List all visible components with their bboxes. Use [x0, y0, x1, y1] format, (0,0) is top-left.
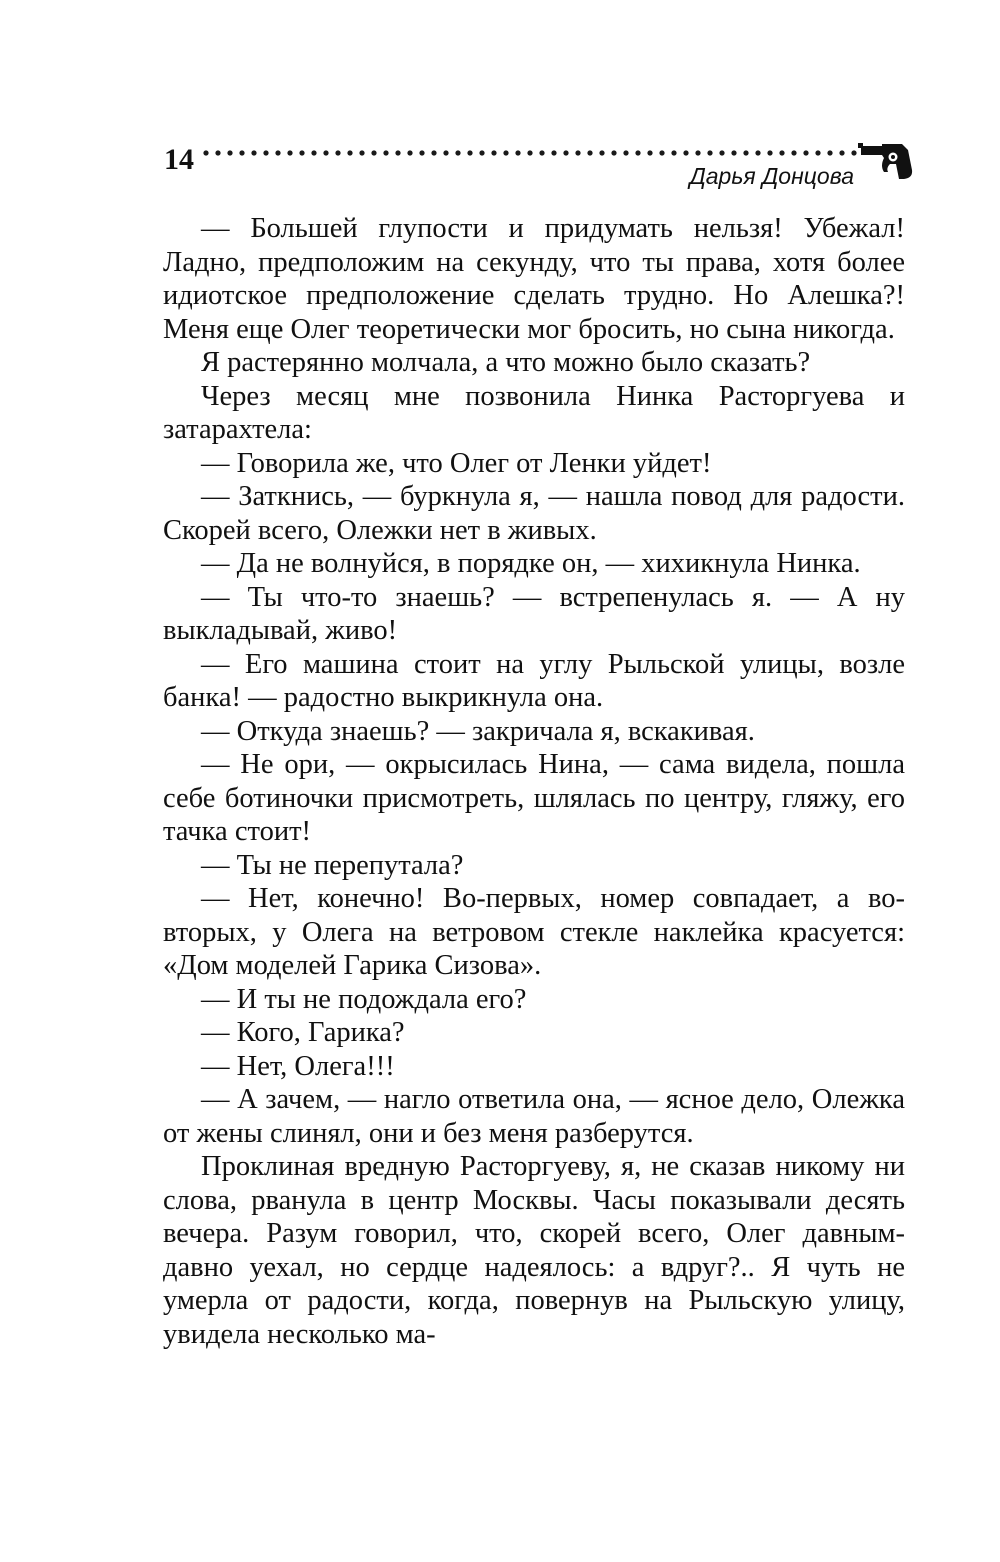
revolver-icon [858, 138, 914, 186]
running-header-author: Дарья Донцова [689, 163, 854, 189]
paragraph: — Ты не перепутала? [201, 849, 464, 881]
paragraph: — Нет, Олега!!! [201, 1050, 395, 1082]
paragraph: — А зачем, — нагло ответила она, — ясное дело, Олежка от жены слинял, они и без меня разберутся. [163, 1084, 905, 1149]
paragraph: — Нет, конечно! Во-первых, номер совпадает, а во-вторых, у Олега на ветровом стекле наклейка красуется: «Дом моделей Гарика Сизова». [163, 883, 905, 981]
paragraph: — Ты что-то знаешь? — встрепенулась я. — А ну выкладывай, живо! [163, 581, 905, 646]
paragraph: — Его машина стоит на углу Рыльской улицы, возле банка! — радостно выкрикнула она. [163, 648, 905, 713]
paragraph: — Кого, Гарика? [201, 1017, 405, 1048]
paragraph: — Большей глупости и придумать нельзя! Убежал! Ладно, предположим на секунду, что ты права, хотя более идиотское предположение сделать трудно. Но Алешка?! Меня еще Олег теоретически мог бросить, но сына никогда. [163, 213, 905, 345]
paragraph: — Не ори, — окрысилась Нина, — сама видела, пошла себе ботиночки присмотреть, шлялась по центру, гляжу, его тачка стоит! [163, 749, 905, 847]
paragraph: — Откуда знаешь? — закричала я, вскакивая. [201, 715, 755, 747]
paragraph: Проклиная вредную Расторгуеву, я, не сказав никому ни слова, рванула в центр Москвы. Часы показывали десять вечера. Разум говорил, что, скорей всего, Олег давным-давно уехал, но сердце надеялось: а вдруг?.. Я чуть не умерла от радости, когда, повернув на Рыльскую улицу, увидела несколько ма- [163, 1151, 905, 1350]
dotted-rule [200, 148, 858, 158]
body-text [163, 212, 905, 1351]
paragraph: Я растерянно молчала, а что можно было сказать? [201, 347, 811, 378]
paragraph: — Заткнись, — буркнула я, — нашла повод для радости. Скорей всего, Олежки нет в живых. [163, 481, 905, 546]
page-number: 14 [164, 143, 194, 176]
paragraph: — Да не волнуйся, в порядке он, — хихикнула Нинка. [201, 548, 861, 579]
paragraph: Через месяц мне позвонила Нинка Расторгуева и затарахтела: [163, 380, 905, 445]
paragraph: — Говорила же, что Олег от Ленки уйдет! [201, 447, 712, 479]
paragraph: — И ты не подождала его? [201, 983, 527, 1015]
